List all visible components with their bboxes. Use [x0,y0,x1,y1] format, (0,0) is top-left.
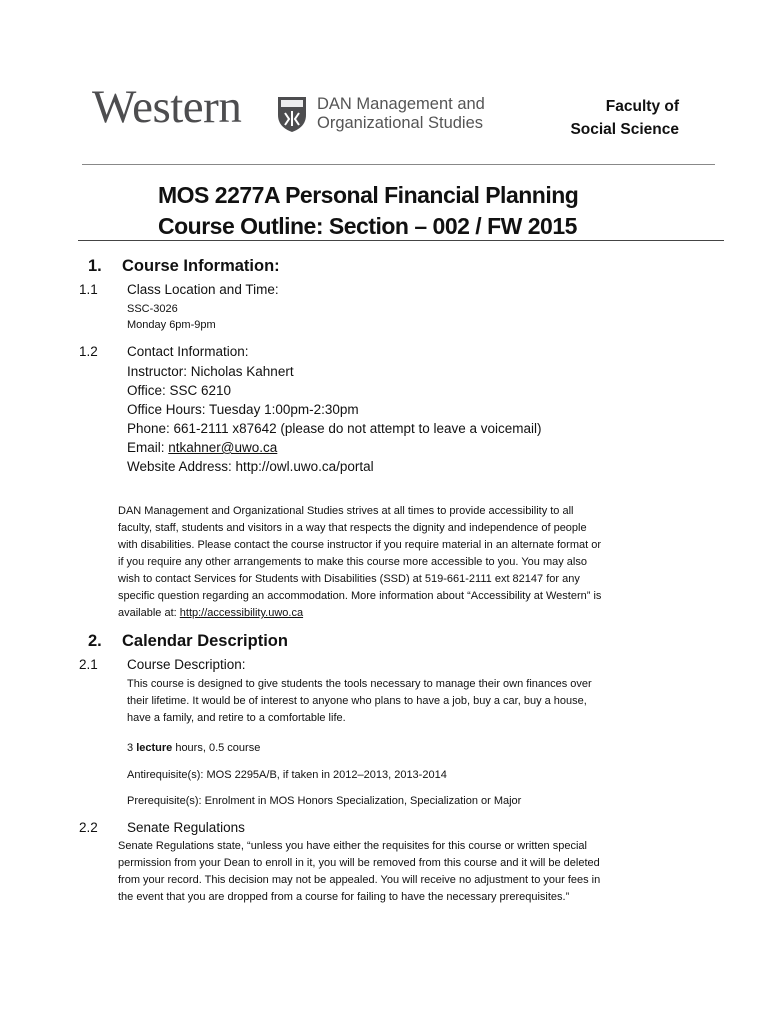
dan-line-1: DAN Management and [317,95,485,113]
accessibility-line: with disabilities. Please contact the course instructor if you require material in an alternate format or [118,539,602,551]
accessibility-line: if you require any other arrangements to make this course more accessible to you. You may also [118,556,587,568]
course-description [127,676,687,727]
senate-line: the event that you are dropped from a course for failing to have the necessary prerequisites.” [118,891,570,903]
prerequisites: Prerequisite(s): Enrolment in MOS Honors Specialization, Specialization or Major [127,795,522,807]
description-line: This course is designed to give students the tools necessary to manage their own finances over [127,678,592,690]
accessibility-line: DAN Management and Organizational Studies strives at all times to provide accessibility to all [118,505,574,517]
office-location: Office: SSC 6210 [127,383,232,398]
faculty-line-2: Social Science [570,121,679,138]
accessibility-link[interactable]: http://accessibility.uwo.ca [179,607,304,619]
accessibility-line: wish to contact Services for Students with Disabilities (SSD) at 519-661-2111 ext 82147 for any [118,573,580,585]
lecture-hours: 3 lecture hours, 0.5 course [127,742,261,754]
title-line-1: MOS 2277A Personal Financial Planning [158,182,579,208]
section-2-2-heading: 2.2 Senate Regulations [79,820,245,835]
dan-department-name [317,95,485,133]
section-2-1-heading: 2.1 Course Description: [79,657,246,672]
description-line: their lifetime. It would be of interest to anyone who plans to have a job, buy a car, buy a house, [127,695,587,707]
section-1-heading: 1. Course Information: [88,257,280,275]
contact-info [127,362,542,476]
antirequisites: Antirequisite(s): MOS 2295A/B, if taken in 2012–2013, 2013-2014 [127,769,447,781]
faculty-name [570,95,679,141]
header-divider [82,164,715,165]
senate-line: from your record. This decision may not be appealed. You will receive no adjustment to your fees in [118,874,601,886]
document-title [158,180,578,242]
class-location-time [127,301,216,333]
accessibility-line: available at: http://accessibility.uwo.ca [118,607,304,619]
senate-line: Senate Regulations state, “unless you have either the requisites for this course or written special [118,840,587,852]
senate-regulations [118,838,698,906]
senate-line: permission from your Dean to enroll in it, you will be removed from this course and it will be deleted [118,857,600,869]
title-divider [78,240,724,241]
section-1-1-heading: 1.1 Class Location and Time: [79,282,279,297]
title-line-2: Course Outline: Section – 002 / FW 2015 [158,213,577,239]
email-row: Email: ntkahner@uwo.ca [127,440,278,455]
section-2-heading: 2. Calendar Description [88,632,288,650]
accessibility-statement [118,503,678,622]
accessibility-line: specific question regarding an accommodation. More information about “Accessibility at Western” is [118,590,602,602]
phone-number: Phone: 661-2111 x87642 (please do not attempt to leave a voicemail) [127,421,542,436]
instructor-name: Instructor: Nicholas Kahnert [127,364,294,379]
western-crest-icon [276,93,308,133]
western-logo-wordmark: Western [92,81,242,133]
description-line: have a family, and retire to a comfortable life. [127,712,346,724]
dan-line-2: Organizational Studies [317,114,484,132]
office-hours: Office Hours: Tuesday 1:00pm-2:30pm [127,402,359,417]
website-address: Website Address: http://owl.uwo.ca/portal [127,459,374,474]
accessibility-line: faculty, staff, students and visitors in a way that respects the dignity and independence of people [118,522,587,534]
section-1-2-heading: 1.2 Contact Information: [79,344,249,359]
class-time: Monday 6pm-9pm [127,319,216,331]
class-location: SSC-3026 [127,303,178,315]
email-link[interactable]: ntkahner@uwo.ca [168,440,278,455]
faculty-line-1: Faculty of [605,98,679,115]
